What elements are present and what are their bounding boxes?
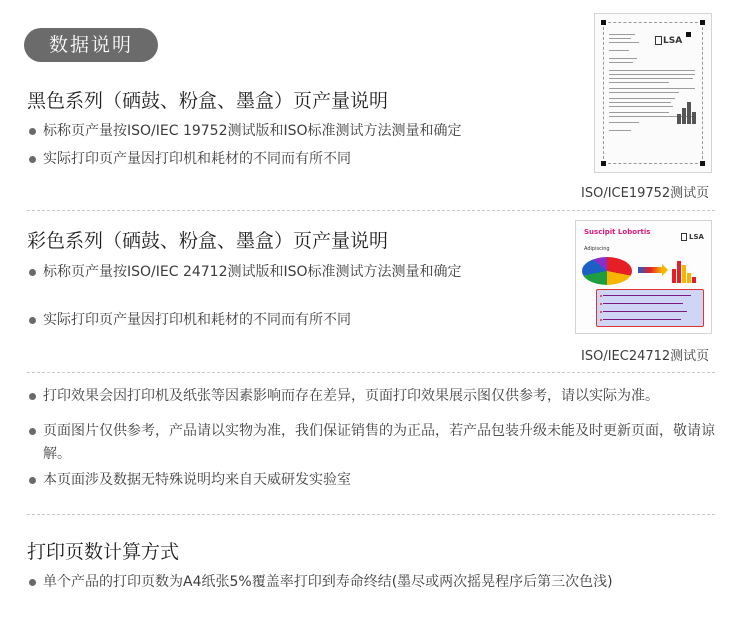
thumb-logo-text: LSA [689, 233, 704, 241]
thumb-logo-text: LSA [663, 36, 683, 46]
color-series-title: 彩色系列（硒鼓、粉盒、墨盒）页产量说明 [27, 230, 389, 252]
note-1: 打印效果会因打印机及纸张等因素影响而存在差异，页面打印效果展示图仅供参考，请以实际为准。 [29, 386, 659, 406]
color-bullet-1: 标称页产量按ISO/IEC 24712测试版和ISO标准测试方法测量和确定 [29, 262, 462, 282]
color-bullet-2: 实际打印页产量因打印机和耗材的不同而有所不同 [29, 310, 351, 330]
divider [27, 514, 715, 515]
thumb-subtitle: Adipiscing [584, 246, 610, 252]
calc-bullet: 单个产品的打印页数为A4纸张5%覆盖率打印到寿命终结(墨尽或两次摇晃程序后第三次色浅) [29, 572, 613, 592]
black-bullet-2: 实际打印页产量因打印机和耗材的不同而有所不同 [29, 149, 351, 169]
iso19752-test-page-thumbnail [594, 13, 712, 173]
pie-chart-icon [582, 257, 632, 285]
iso24712-test-page-thumbnail [575, 220, 712, 334]
arrow-icon [638, 267, 662, 273]
black-series-title: 黑色系列（硒鼓、粉盒、墨盒）页产量说明 [27, 90, 389, 112]
note-3: 本页面涉及数据无特殊说明均来自天威研发实验室 [29, 470, 351, 490]
divider [27, 210, 715, 211]
calc-title: 打印页数计算方式 [27, 541, 180, 563]
section-badge: 数据说明 [24, 28, 158, 62]
iso24712-caption: ISO/IEC24712测试页 [581, 349, 710, 364]
black-bullet-1: 标称页产量按ISO/IEC 19752测试版和ISO标准测试方法测量和确定 [29, 121, 462, 141]
divider [27, 372, 715, 373]
note-2: 页面图片仅供参考，产品请以实物为准，我们保证销售的为正品，若产品包装升级未能及时更新页面，敬请谅解。 [29, 420, 719, 466]
iso19752-caption: ISO/ICE19752测试页 [581, 186, 710, 201]
thumb-title: Suscipit Lobortis [584, 228, 651, 236]
